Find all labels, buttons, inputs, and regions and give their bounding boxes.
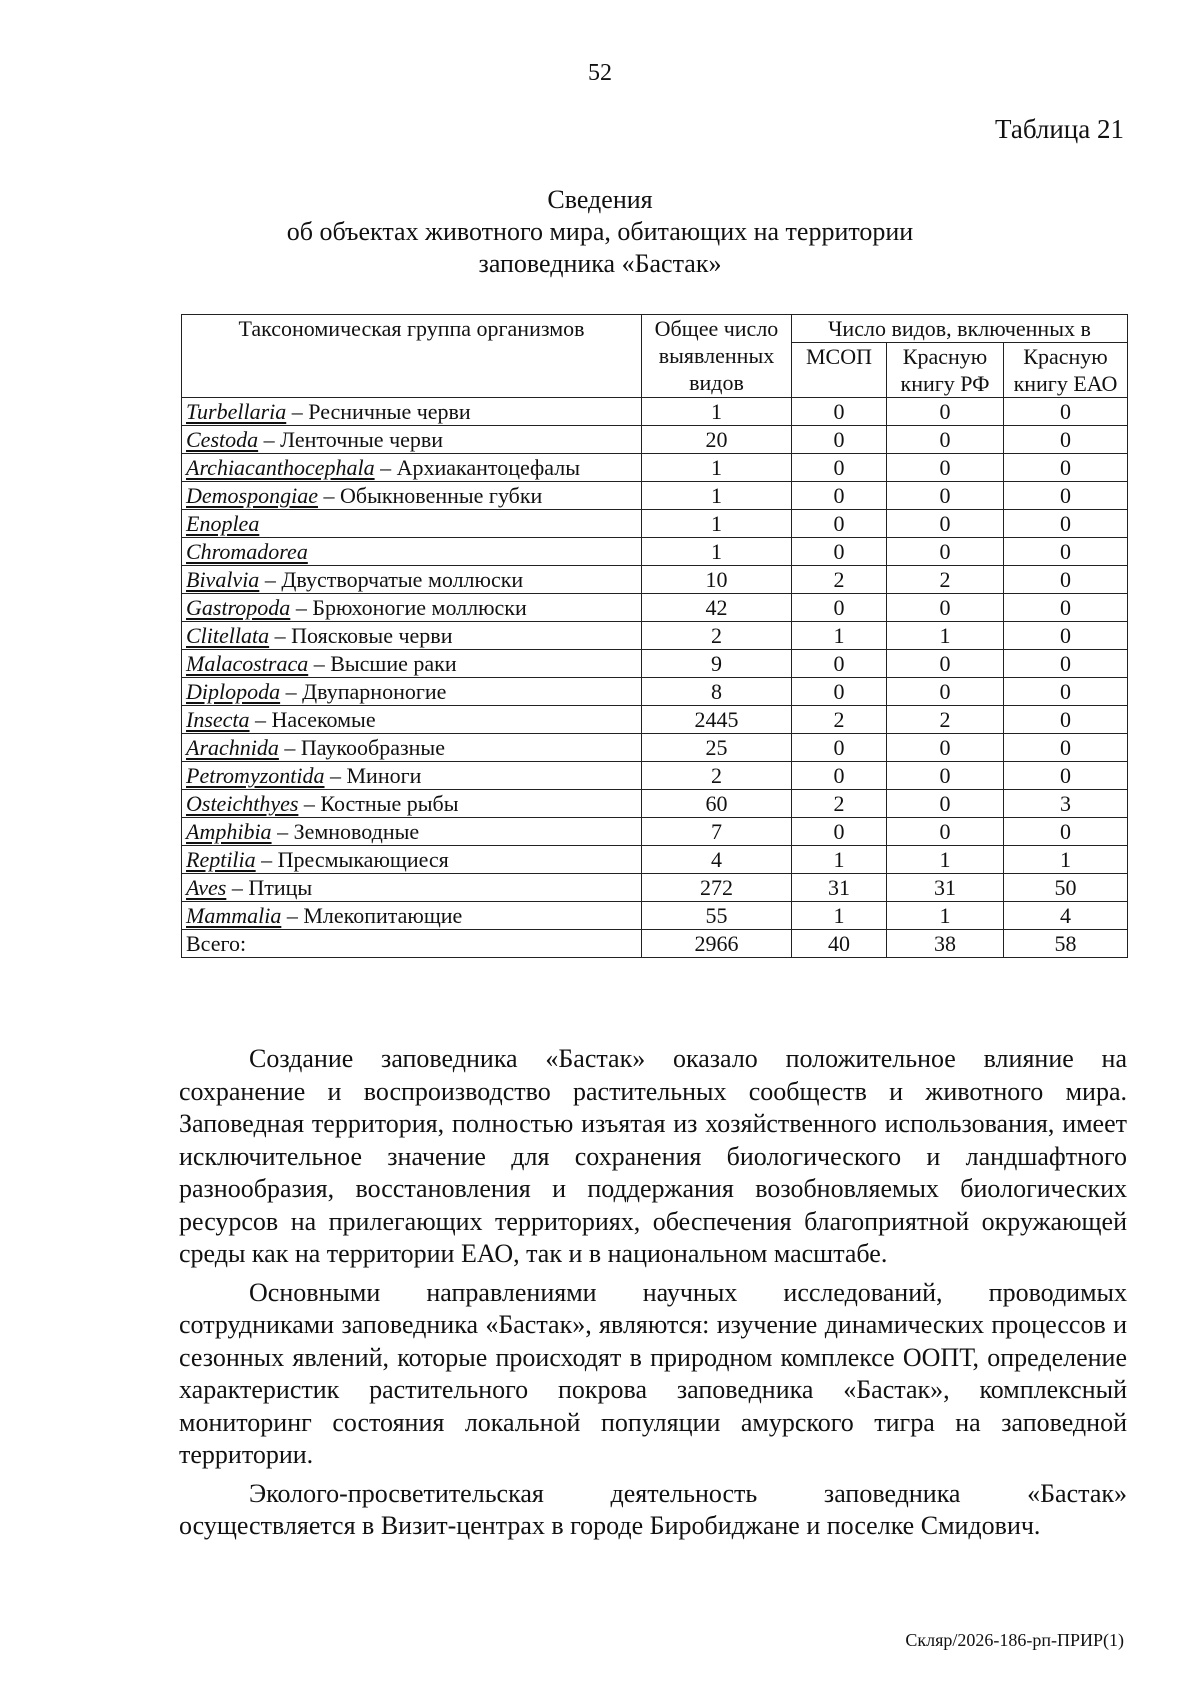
cell-red-book-rf: 0 — [887, 678, 1004, 706]
taxon-cell — [182, 622, 642, 650]
cell-count: 2 — [642, 622, 792, 650]
cell-red-book-rf: 0 — [887, 510, 1004, 538]
cell-iucn: 1 — [792, 846, 887, 874]
cell-red-book-rf: 0 — [887, 818, 1004, 846]
cell-count: 60 — [642, 790, 792, 818]
cell-red-book-rf: 0 — [887, 538, 1004, 566]
taxon-common-name: – Миноги — [324, 763, 422, 788]
taxon-latin: Diplopoda — [186, 679, 281, 704]
taxon-cell — [182, 594, 642, 622]
cell-red-book-eao: 0 — [1004, 538, 1128, 566]
title-line: об объектах животного мира, обитающих на территории — [286, 217, 914, 246]
taxon-cell — [182, 734, 642, 762]
taxon-common-name: – Земноводные — [271, 819, 420, 844]
table-row — [182, 734, 1128, 762]
taxon-cell — [182, 482, 642, 510]
cell-red-book-rf: 1 — [887, 622, 1004, 650]
cell-iucn: 0 — [792, 426, 887, 454]
taxon-cell — [182, 426, 642, 454]
table-row — [182, 902, 1128, 930]
taxon-cell — [182, 454, 642, 482]
cell-red-book-eao: 0 — [1004, 734, 1128, 762]
cell-red-book-rf: 0 — [887, 426, 1004, 454]
cell-red-book-rf: 2 — [887, 566, 1004, 594]
table-row — [182, 678, 1128, 706]
paragraph: Основными направлениями научных исследований, проводимых сотрудниками заповедника «Бастак», являются: изучение динамических процессов и сезонных явлений, которые происходят в природном комплексе ООПТ, определение характеристик растительного покрова заповедника «Бастак», комплексный мониторинг состояния локальной популяции амурского тигра на заповедной территории. — [179, 1277, 1127, 1469]
taxon-latin: Amphibia — [186, 819, 272, 844]
taxon-common-name: – Млекопитающие — [281, 903, 463, 928]
cell-count: 55 — [642, 902, 792, 930]
cell-red-book-eao: 0 — [1004, 510, 1128, 538]
cell-red-book-rf: 0 — [887, 790, 1004, 818]
cell-red-book-eao: 0 — [1004, 594, 1128, 622]
cell-red-book-rf: 0 — [887, 734, 1004, 762]
cell-red-book-rf: 1 — [887, 846, 1004, 874]
cell-red-book-eao: 3 — [1004, 790, 1128, 818]
cell-iucn: 1 — [792, 902, 887, 930]
taxon-latin: Petromyzontida — [186, 763, 325, 788]
cell-count: 1 — [642, 482, 792, 510]
taxon-cell — [182, 846, 642, 874]
cell-count: 1 — [642, 510, 792, 538]
cell-red-book-rf: 31 — [887, 874, 1004, 902]
taxon-cell — [182, 510, 642, 538]
taxon-latin: Archiacanthocephala — [186, 455, 375, 480]
taxon-common-name: – Ресничные черви — [286, 399, 471, 424]
cell-count: 7 — [642, 818, 792, 846]
taxon-latin: Insecta — [186, 707, 250, 732]
header-red-book-rf: Красную книгу РФ — [887, 343, 1004, 398]
cell-red-book-eao: 0 — [1004, 482, 1128, 510]
cell-count: 8 — [642, 678, 792, 706]
table-label: Таблица 21 — [995, 114, 1124, 144]
table-row — [182, 454, 1128, 482]
cell-iucn: 0 — [792, 594, 887, 622]
cell-red-book-rf: 2 — [887, 706, 1004, 734]
taxon-common-name: – Двустворчатые моллюски — [259, 567, 524, 592]
cell-count: 2445 — [642, 706, 792, 734]
header-total: Общее число выявленных видов — [642, 315, 792, 398]
taxon-common-name: – Поясковые черви — [269, 623, 453, 648]
table-row — [182, 650, 1128, 678]
table-row — [182, 594, 1128, 622]
table-row — [182, 426, 1128, 454]
cell-red-book-eao: 0 — [1004, 622, 1128, 650]
table-row — [182, 510, 1128, 538]
taxon-latin: Demospongiae — [186, 483, 318, 508]
cell-iucn: 2 — [792, 566, 887, 594]
taxon-cell — [182, 678, 642, 706]
header-group: Таксономическая группа организмов — [182, 315, 642, 398]
total-red-book-eao: 58 — [1004, 930, 1128, 958]
total-red-book-rf: 38 — [887, 930, 1004, 958]
taxon-common-name: – Птицы — [226, 875, 313, 900]
cell-red-book-eao: 0 — [1004, 426, 1128, 454]
cell-iucn: 0 — [792, 398, 887, 426]
taxon-latin: Arachnida — [186, 735, 279, 760]
table-row — [182, 818, 1128, 846]
page-number: 52 — [588, 60, 612, 86]
taxon-cell — [182, 818, 642, 846]
total-iucn: 40 — [792, 930, 887, 958]
cell-count: 25 — [642, 734, 792, 762]
taxon-common-name: – Брюхоногие моллюски — [290, 595, 527, 620]
cell-iucn: 0 — [792, 482, 887, 510]
taxon-common-name: – Архиакантоцефалы — [374, 455, 581, 480]
taxon-common-name: – Насекомые — [249, 707, 376, 732]
cell-count: 9 — [642, 650, 792, 678]
taxon-cell — [182, 902, 642, 930]
taxon-cell — [182, 650, 642, 678]
table-row — [182, 846, 1128, 874]
cell-iucn: 0 — [792, 678, 887, 706]
cell-iucn: 0 — [792, 734, 887, 762]
cell-red-book-eao: 0 — [1004, 650, 1128, 678]
taxon-common-name: – Двупарноногие — [280, 679, 447, 704]
taxon-latin: Bivalvia — [186, 567, 260, 592]
taxon-latin: Osteichthyes — [186, 791, 299, 816]
taxon-common-name: – Высшие раки — [308, 651, 457, 676]
table-row — [182, 874, 1128, 902]
taxon-latin: Aves — [186, 875, 227, 900]
cell-red-book-eao: 4 — [1004, 902, 1128, 930]
cell-count: 10 — [642, 566, 792, 594]
taxon-cell — [182, 398, 642, 426]
cell-iucn: 2 — [792, 790, 887, 818]
cell-red-book-eao: 50 — [1004, 874, 1128, 902]
paragraph: Эколого-просветительская деятельность заповедника «Бастак» осуществляется в Визит-центрах в городе Биробиджане и поселке Смидович. — [179, 1478, 1127, 1540]
cell-red-book-eao: 0 — [1004, 398, 1128, 426]
taxon-latin: Malacostraca — [186, 651, 309, 676]
total-label: Всего: — [182, 930, 642, 958]
cell-iucn: 31 — [792, 874, 887, 902]
cell-iucn: 0 — [792, 538, 887, 566]
taxon-common-name: – Обыкновенные губки — [317, 483, 543, 508]
species-table-body — [182, 398, 1128, 930]
taxon-cell — [182, 706, 642, 734]
cell-red-book-rf: 0 — [887, 762, 1004, 790]
taxon-latin: Gastropoda — [186, 595, 291, 620]
header-red-book-eao: Красную книгу ЕАО — [1004, 343, 1128, 398]
table-row — [182, 566, 1128, 594]
taxon-common-name: – Пресмыкающиеся — [255, 847, 449, 872]
cell-red-book-rf: 0 — [887, 594, 1004, 622]
table-row — [182, 622, 1128, 650]
cell-count: 1 — [642, 454, 792, 482]
cell-red-book-eao: 0 — [1004, 706, 1128, 734]
cell-red-book-rf: 0 — [887, 482, 1004, 510]
taxon-common-name: – Ленточные черви — [258, 427, 444, 452]
body-text — [179, 1043, 1127, 1549]
table-row — [182, 398, 1128, 426]
taxon-latin: Turbellaria — [186, 399, 287, 424]
cell-red-book-rf: 1 — [887, 902, 1004, 930]
document-code: Скляр/2026-186-рп-ПРИР(1) — [905, 1630, 1124, 1650]
cell-iucn: 0 — [792, 818, 887, 846]
table-row — [182, 790, 1128, 818]
cell-count: 1 — [642, 398, 792, 426]
cell-count: 272 — [642, 874, 792, 902]
taxon-cell — [182, 538, 642, 566]
cell-count: 42 — [642, 594, 792, 622]
cell-iucn: 2 — [792, 706, 887, 734]
taxon-latin: Clitellata — [186, 623, 270, 648]
table-row — [182, 482, 1128, 510]
species-table — [181, 314, 1128, 958]
cell-iucn: 0 — [792, 650, 887, 678]
total-count: 2966 — [642, 930, 792, 958]
taxon-cell — [182, 874, 642, 902]
header-iucn: МСОП — [792, 343, 887, 398]
cell-iucn: 1 — [792, 622, 887, 650]
taxon-latin: Cestoda — [186, 427, 259, 452]
document-title — [0, 184, 1200, 280]
table-row — [182, 538, 1128, 566]
cell-red-book-rf: 0 — [887, 398, 1004, 426]
cell-red-book-eao: 0 — [1004, 678, 1128, 706]
cell-iucn: 0 — [792, 510, 887, 538]
cell-red-book-rf: 0 — [887, 454, 1004, 482]
cell-red-book-eao: 0 — [1004, 818, 1128, 846]
cell-red-book-rf: 0 — [887, 650, 1004, 678]
taxon-common-name: – Паукообразные — [278, 735, 445, 760]
cell-red-book-eao: 0 — [1004, 566, 1128, 594]
cell-red-book-eao: 0 — [1004, 762, 1128, 790]
taxon-cell — [182, 790, 642, 818]
cell-count: 20 — [642, 426, 792, 454]
taxon-latin: Reptilia — [186, 847, 256, 872]
taxon-cell — [182, 762, 642, 790]
table-row — [182, 706, 1128, 734]
cell-red-book-eao: 0 — [1004, 454, 1128, 482]
paragraph: Создание заповедника «Бастак» оказало положительное влияние на сохранение и воспроизводство растительных сообществ и животного мира. Заповедная территория, полностью изъятая из хозяйственного использования, имеет исключительное значение для сохранения биологического и ландшафтного разнообразия, восстановления и поддержания возобновляемых биологических ресурсов на прилегающих территориях, обеспечения благоприятной окружающей среды как на территории ЕАО, так и в национальном масштабе. — [179, 1044, 1127, 1268]
cell-count: 4 — [642, 846, 792, 874]
cell-iucn: 0 — [792, 762, 887, 790]
cell-count: 2 — [642, 762, 792, 790]
cell-count: 1 — [642, 538, 792, 566]
title-line: Сведения — [547, 185, 653, 214]
taxon-common-name: – Костные рыбы — [298, 791, 459, 816]
taxon-latin: Mammalia — [186, 903, 282, 928]
total-row — [182, 930, 1128, 958]
cell-red-book-eao: 1 — [1004, 846, 1128, 874]
title-line: заповедника «Бастак» — [478, 249, 722, 278]
taxon-cell — [182, 566, 642, 594]
taxon-latin: Chromadorea — [186, 539, 308, 564]
taxon-latin: Enoplea — [186, 511, 260, 536]
table-row — [182, 762, 1128, 790]
cell-iucn: 0 — [792, 454, 887, 482]
header-included-in: Число видов, включенных в — [792, 315, 1128, 343]
